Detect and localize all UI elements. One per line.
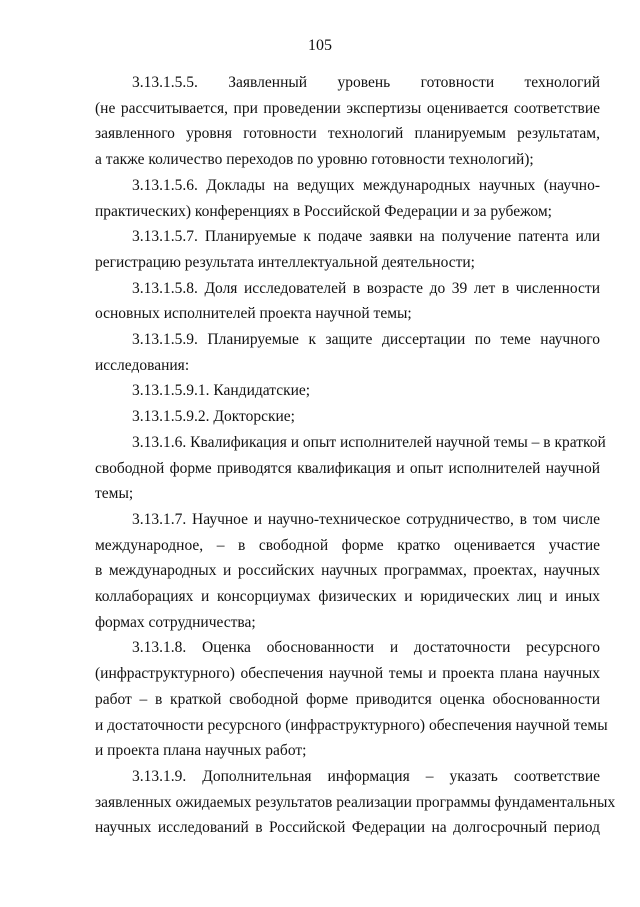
paragraph-line: коллаборациях и консорциумах физических и юридических лиц и иных: [95, 588, 600, 606]
paragraph-line: практических) конференциях в Российской Федерации и за рубежом;: [95, 202, 552, 220]
paragraph-line: основных исполнителей проекта научной темы;: [95, 305, 412, 323]
paragraph-line: и проекта плана научных работ;: [95, 742, 307, 760]
paragraph-p1: [95, 70, 600, 173]
paragraph-line: 3.13.1.5.6. Доклады на ведущих международных научных (научно-: [132, 176, 600, 194]
paragraph-line: 3.13.1.6. Квалификация и опыт исполнителей научной темы – в краткой: [132, 433, 606, 451]
paragraph-p7: [95, 404, 600, 430]
paragraph-line: 3.13.1.5.8. Доля исследователей в возрасте до 39 лет в численности: [132, 279, 600, 297]
paragraph-line: работ – в краткой свободной форме приводится оценка обоснованности: [95, 690, 600, 708]
paragraph-line: научных исследований в Российской Федерации на долгосрочный период: [95, 819, 600, 837]
paragraph-line: 3.13.1.8. Оценка обоснованности и достаточности ресурсного: [132, 639, 600, 657]
paragraph-p4: [95, 276, 600, 327]
paragraph-p8: [95, 430, 606, 507]
paragraph-p6: [95, 378, 600, 404]
paragraph-line: исследования:: [95, 356, 190, 374]
paragraph-line: 3.13.1.5.9.1. Кандидатские;: [132, 382, 311, 400]
paragraph-p3: [95, 224, 600, 275]
paragraph-line: и достаточности ресурсного (инфраструктурного) обеспечения научной темы: [95, 716, 608, 734]
paragraph-line: 3.13.1.5.7. Планируемые к подаче заявки на получение патента или: [132, 228, 600, 246]
paragraph-line: (инфраструктурного) обеспечения научной темы и проекта плана научных: [95, 665, 600, 683]
paragraph-line: (не рассчитывается, при проведении экспертизы оценивается соответствие: [95, 99, 600, 117]
paragraph-line: 3.13.1.7. Научное и научно-техническое сотрудничество, в том числе: [132, 510, 600, 528]
paragraph-line: международное, – в свободной форме кратко оценивается участие: [95, 536, 600, 554]
paragraph-p2: [95, 173, 600, 224]
paragraph-line: 3.13.1.5.5. Заявленный уровень готовности технологий: [132, 74, 600, 91]
document-body: [95, 70, 616, 841]
paragraph-line: а также количество переходов по уровню готовности технологий);: [95, 151, 534, 169]
paragraph-line: темы;: [95, 485, 134, 503]
paragraph-p5: [95, 327, 600, 378]
paragraph-line: свободной форме приводятся квалификация и опыт исполнителей научной: [95, 459, 600, 477]
paragraph-line: 3.13.1.5.9. Планируемые к защите диссертации по теме научного: [132, 331, 600, 349]
paragraph-line: формах сотрудничества;: [95, 613, 256, 631]
paragraph-line: заявленных ожидаемых результатов реализации программы фундаментальных: [95, 793, 616, 811]
paragraph-line: заявленного уровня готовности технологий планируемым результатам,: [95, 125, 600, 143]
paragraph-line: 3.13.1.9. Дополнительная информация – указать соответствие: [132, 767, 600, 785]
paragraph-line: в международных и российских научных программах, проектах, научных: [95, 562, 600, 580]
page-number: 105: [308, 37, 332, 54]
paragraph-line: регистрацию результата интеллектуальной деятельности;: [95, 253, 475, 271]
paragraph-p10: [95, 635, 608, 764]
paragraph-p11: [95, 764, 616, 841]
paragraph-line: 3.13.1.5.9.2. Докторские;: [132, 408, 295, 426]
paragraph-p9: [95, 507, 600, 636]
